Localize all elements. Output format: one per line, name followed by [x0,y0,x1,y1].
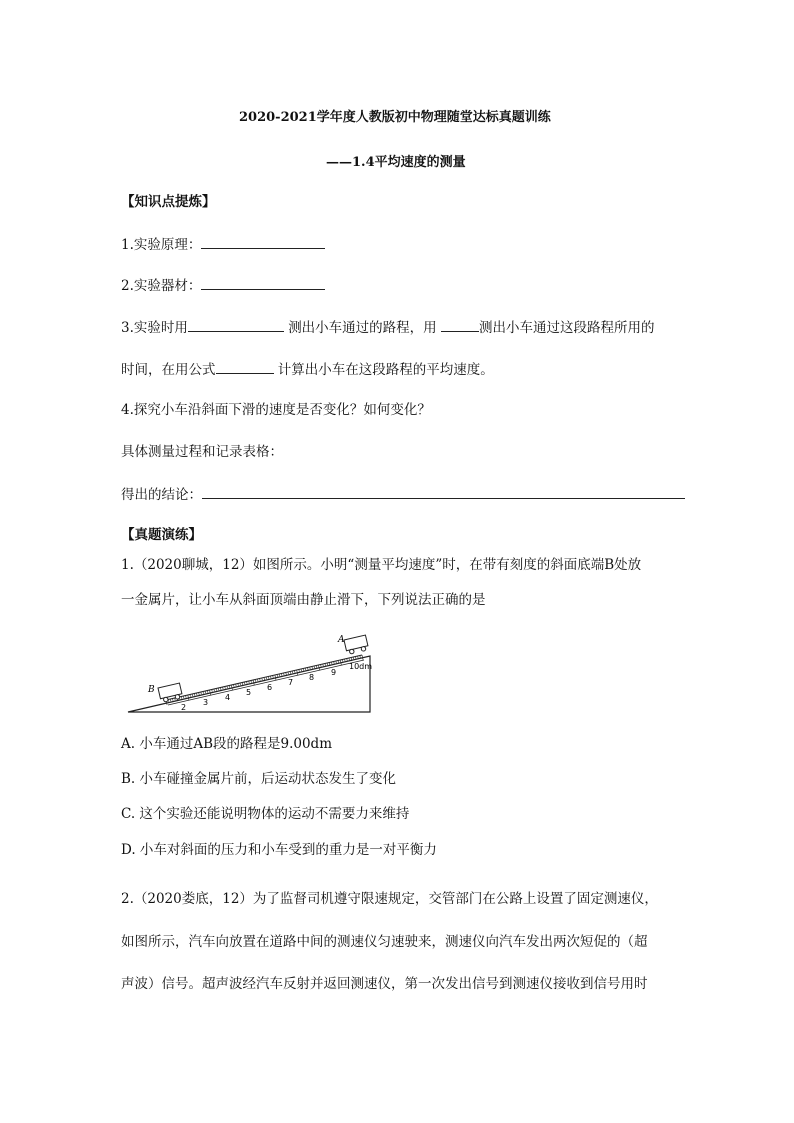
conclusion-line [121,486,685,503]
item3-text-c: 测出小车通过这段路程所用的 [478,320,655,336]
tick-label-end: 10dm [349,662,373,671]
tick-label: 4 [225,693,231,702]
cart-at-A [344,635,369,655]
question-2-line-2: 如图所示，汽车向放置在道路中间的测速仪匀速驶来，测速仪向汽车发出两次短促的（超 [121,934,648,950]
tick-label: 8 [309,673,315,682]
tick-label: 9 [331,668,337,677]
label-B: B [148,685,155,695]
ruler-edge [168,660,364,705]
incline-triangle [128,656,373,712]
knowledge-item-3-line1 [121,319,654,336]
answer-blank[interactable] [201,236,325,249]
item3-text-a: 3.实验时用 [121,320,188,336]
answer-blank[interactable] [202,486,685,499]
option-A: A. 小车通过AB段的路程是9.00dm [121,736,333,752]
knowledge-item-3-line2 [121,361,494,378]
page-subtitle: ——1.4平均速度的测量 [326,155,466,170]
option-C: C. 这个实验还能说明物体的运动不需要力来维持 [121,806,410,822]
question-1-line-1: 1.（2020聊城，12）如图所示。小明“测量平均速度”时，在带有刻度的斜面底端B处放 [121,557,642,573]
knowledge-item-1 [121,236,325,253]
inclined-plane-figure [126,626,376,718]
knowledge-heading: 【知识点提炼】 [121,194,216,210]
item3-text-d: 时间，在用公式 [121,362,216,378]
question-2-line-3: 声波）信号。超声波经汽车反射并返回测速仪，第一次发出信号到测速仪接收到信号用时 [121,976,648,992]
item3-text-b: 测出小车通过的路程，用 [288,320,437,336]
item2-label: 2.实验器材： [121,278,202,294]
conclusion-label: 得出的结论： [121,487,202,503]
question-1-line-2: 一金属片，让小车从斜面顶端由静止滑下，下列说法正确的是 [121,592,486,608]
tick-label: 7 [288,678,294,687]
answer-blank[interactable] [216,361,274,374]
label-A: A [338,635,345,645]
practice-heading: 【真题演练】 [121,527,202,543]
item3-text-e: 计算出小车在这段路程的平均速度。 [277,362,494,378]
knowledge-item-4: 4.探究小车沿斜面下滑的速度是否变化？如何变化？ [121,402,431,418]
ruler-ticks [166,655,363,705]
knowledge-item-2 [121,277,325,294]
page-title: 2020-2021学年度人教版初中物理随堂达标真题训练 [239,110,551,125]
measurement-process: 具体测量过程和记录表格： [121,444,283,460]
option-B: B. 小车碰撞金属片前，后运动状态发生了变化 [121,771,397,787]
question-2-line-1: 2.（2020娄底，12）为了监督司机遵守限速规定，交管部门在公路上设置了固定测速仪， [121,891,658,907]
tick-label: 3 [203,698,209,707]
option-D: D. 小车对斜面的压力和小车受到的重力是一对平衡力 [121,842,437,858]
tick-label: 2 [181,703,187,712]
answer-blank[interactable] [201,277,325,290]
tick-label: 6 [267,683,273,692]
item1-label: 1.实验原理： [121,237,202,253]
answer-blank[interactable] [441,319,479,332]
answer-blank[interactable] [188,319,284,332]
tick-label: 5 [246,688,252,697]
